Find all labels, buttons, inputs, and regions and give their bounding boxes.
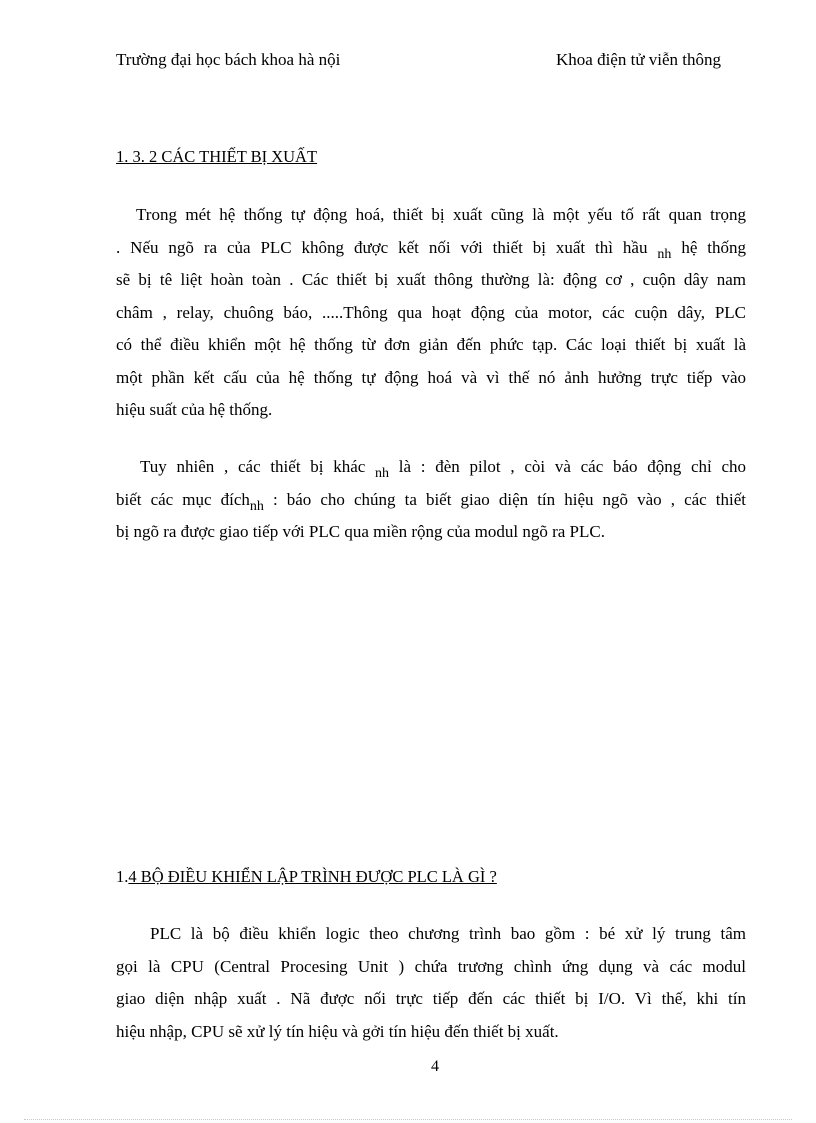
footer-divider xyxy=(24,1119,792,1120)
paragraph-line: hiệu nhập, CPU sẽ xử lý tín hiệu và gởi tín hiệu đến thiết bị xuất. xyxy=(116,1021,559,1041)
paragraph-line: Tuy nhiên , các thiết bị khác $_{nh}$ là : đèn pilot , còi và các báo động chỉ cho xyxy=(140,457,746,481)
paragraph-line: có thể điều khiển một hệ thống từ đơn giản đến phức tạp. Các loại thiết bị xuất là xyxy=(116,335,746,354)
section-heading-plc: 1.4 BỘ ĐIỀU KHIỂN LẬP TRÌNH ĐƯỢC PLC LÀ GÌ ? xyxy=(116,867,497,886)
paragraph-line: biết các mục đích$_{nh}$ : báo cho chúng ta biết giao diện tín hiệu ngõ vào , các thiết xyxy=(116,489,746,514)
header-faculty: Khoa điện tử viễn thông xyxy=(556,50,722,69)
paragraph-line: bị ngõ ra được giao tiếp với PLC qua miền rộng của modul ngõ ra PLC. xyxy=(116,522,605,541)
paragraph-plc-definition xyxy=(116,918,746,1048)
paragraph-output-devices xyxy=(116,199,746,427)
paragraph-line: một phần kết cấu của hệ thống tự động hoá và vì thế nó ảnh hưởng trực tiếp vào xyxy=(116,367,746,387)
section-heading-output-devices: 1. 3. 2 CÁC THIẾT BỊ XUẤT xyxy=(116,147,318,166)
paragraph-line: Trong mét hệ thống tự động hoá, thiết bị xuất cũng là một yếu tố rất quan trọng xyxy=(136,205,746,224)
paragraph-other-devices xyxy=(116,451,746,549)
header-university: Trường đại học bách khoa hà nội xyxy=(116,50,341,69)
paragraph-line: sẽ bị tê liệt hoàn toàn . Các thiết bị xuất thông thường là: động cơ , cuộn dây nam xyxy=(116,270,746,289)
paragraph-line: . Nếu ngõ ra của PLC không được kết nối với thiết bị xuất thì hầu $_{nh}$ hệ thống xyxy=(116,237,746,262)
paragraph-line: PLC là bộ điều khiển logic theo chương trình bao gồm : bé xử lý trung tâm xyxy=(150,924,746,943)
paragraph-line: hiệu suất của hệ thống. xyxy=(116,400,273,419)
page-number: 4 xyxy=(431,1058,439,1075)
paragraph-line: gọi là CPU (Central Procesing Unit ) chứa trương chình ứng dụng và các modul xyxy=(116,956,746,976)
paragraph-line: châm , relay, chuông báo, .....Thông qua hoạt động của motor, các cuộn dây, PLC xyxy=(116,302,746,322)
paragraph-line: giao diện nhập xuất . Nã được nối trực tiếp đến các thiết bị I/O. Vì thế, khi tín xyxy=(116,989,746,1008)
nh-marker: nh xyxy=(657,246,672,262)
nh-marker: nh xyxy=(375,466,390,481)
nh-marker: nh xyxy=(249,498,264,514)
